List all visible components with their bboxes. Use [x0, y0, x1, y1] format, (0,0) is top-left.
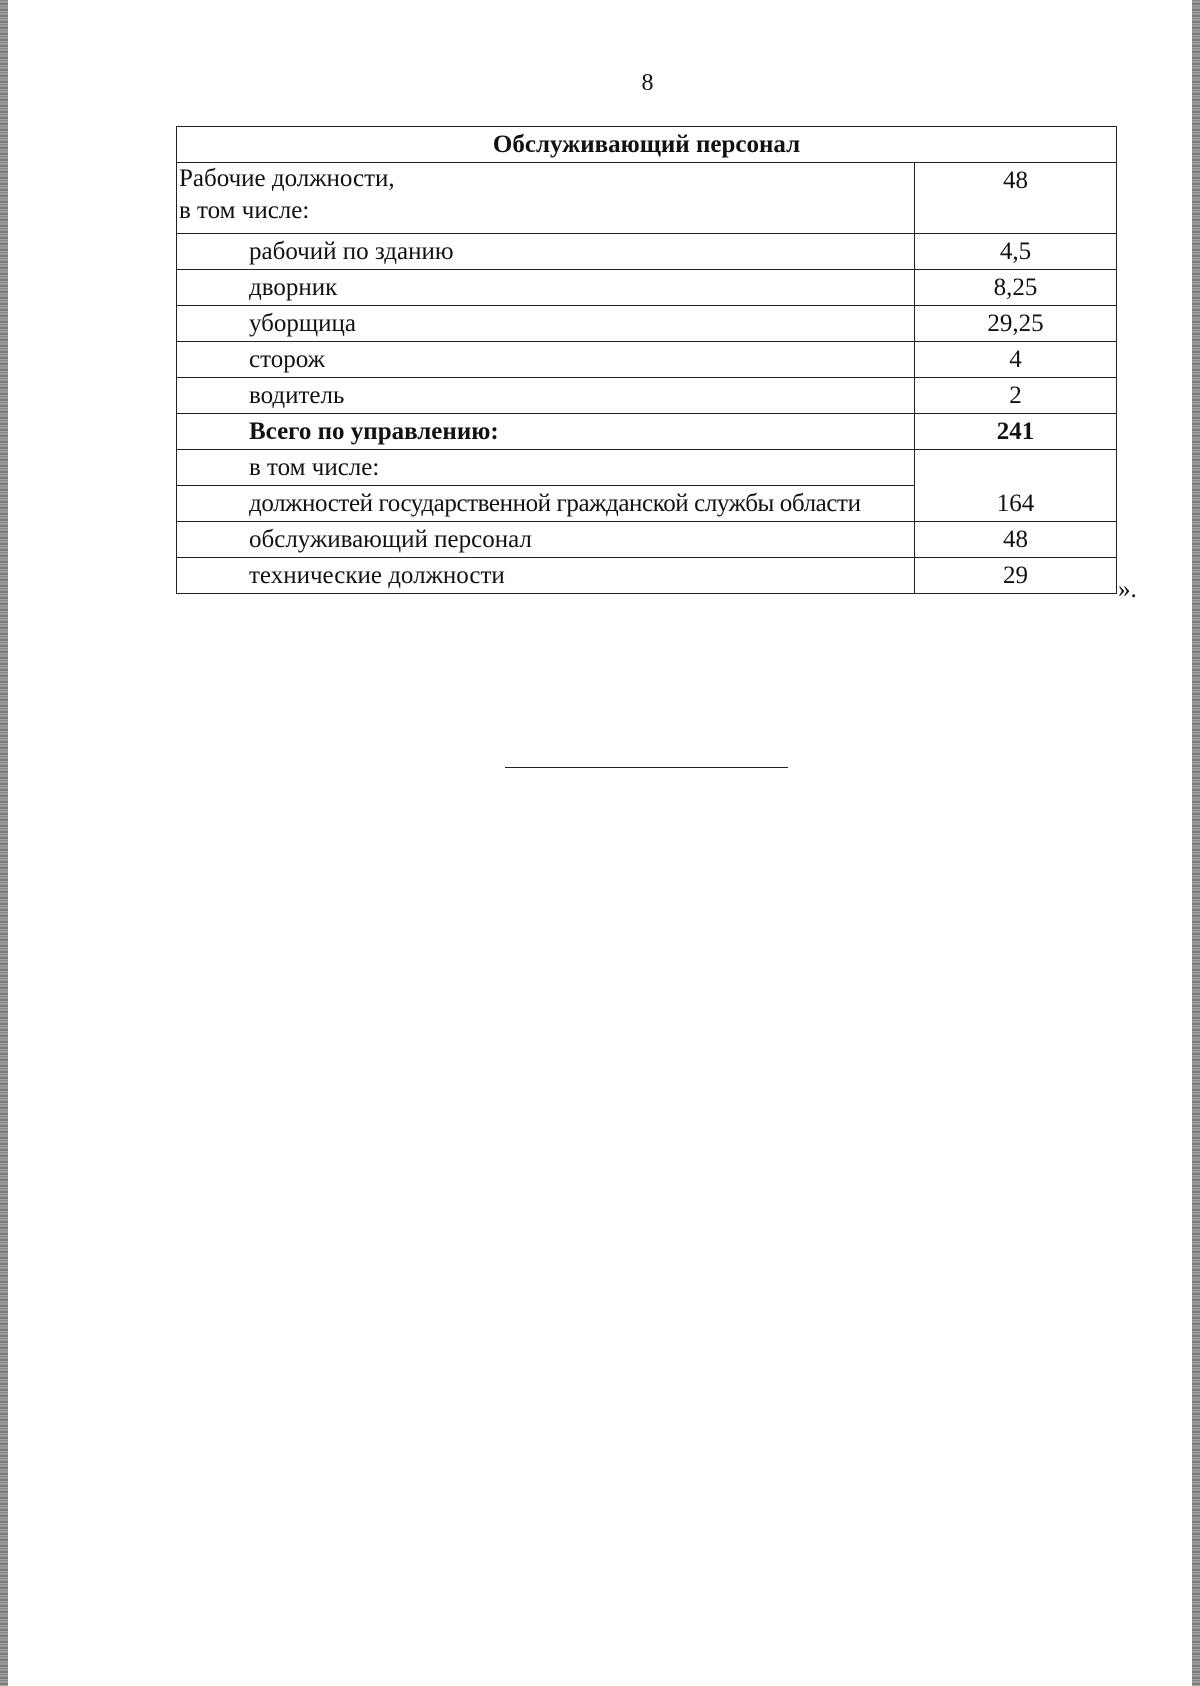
group-label-line2: в том числе: — [179, 197, 310, 224]
section-title: Обслуживающий персонал — [177, 127, 1117, 163]
row-label: водитель — [177, 378, 915, 414]
group-label — [177, 163, 915, 234]
staff-table — [176, 126, 1117, 594]
table-row — [177, 270, 1117, 306]
row-label: дворник — [177, 270, 915, 306]
row-label: сторож — [177, 342, 915, 378]
table-row — [177, 486, 1117, 522]
table-row — [177, 306, 1117, 342]
page-number: 8 — [641, 70, 654, 96]
row-value: 2 — [915, 378, 1117, 414]
breakdown-value: 29 — [915, 558, 1117, 594]
breakdown-label: технические должности — [177, 558, 915, 594]
breakdown-label: обслуживающий персонал — [177, 522, 915, 558]
table-group-row — [177, 163, 1117, 234]
table-row — [177, 234, 1117, 270]
group-value: 48 — [915, 163, 1117, 234]
scan-edge-left — [0, 0, 8, 1686]
row-value: 4,5 — [915, 234, 1117, 270]
row-label: рабочий по зданию — [177, 234, 915, 270]
breakdown-value: 164 — [915, 486, 1117, 522]
table-total-row — [177, 414, 1117, 450]
row-value: 8,25 — [915, 270, 1117, 306]
closing-quote: ». — [1118, 576, 1137, 603]
scan-edge-right — [1192, 0, 1200, 1686]
breakdown-value: 48 — [915, 522, 1117, 558]
row-label: уборщица — [177, 306, 915, 342]
total-label: Всего по управлению: — [177, 414, 915, 450]
end-rule — [505, 767, 788, 768]
table-row — [177, 558, 1117, 594]
total-value: 241 — [915, 414, 1117, 450]
including-value-empty — [915, 450, 1117, 486]
row-value: 4 — [915, 342, 1117, 378]
breakdown-label: должностей государственной гражданской службы области — [177, 486, 915, 522]
table-section-header-row — [177, 127, 1117, 163]
including-label: в том числе: — [177, 450, 915, 486]
table-row — [177, 342, 1117, 378]
table-including-row — [177, 450, 1117, 486]
table-row — [177, 378, 1117, 414]
row-value: 29,25 — [915, 306, 1117, 342]
table-row — [177, 522, 1117, 558]
group-label-line1: Рабочие должности, — [179, 165, 395, 192]
